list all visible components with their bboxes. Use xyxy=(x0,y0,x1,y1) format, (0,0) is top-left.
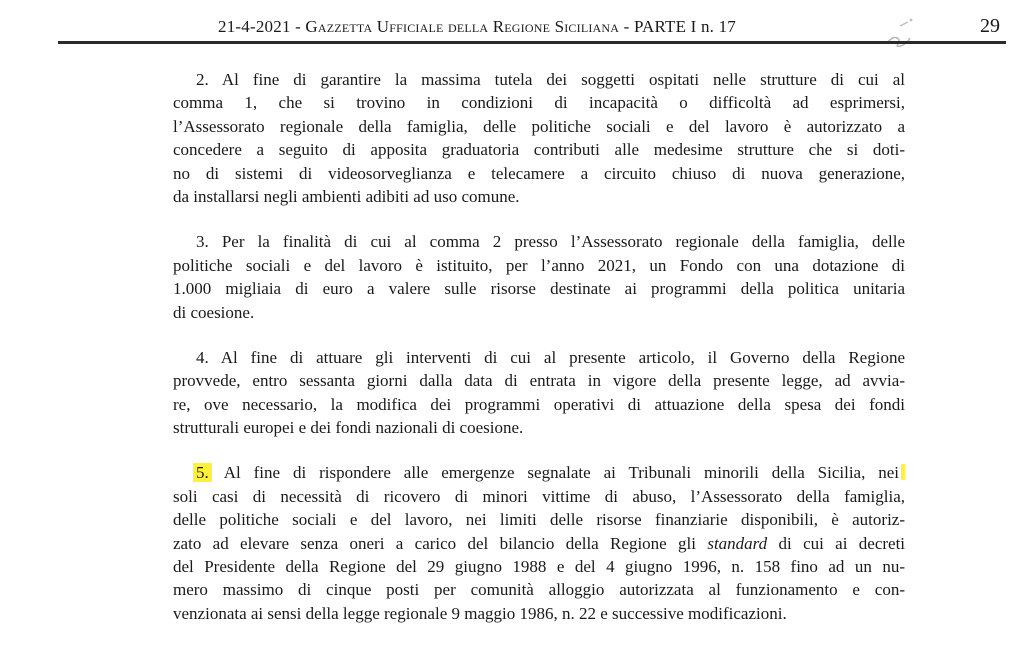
paragraph-line: 5. Al fine di rispondere alle emergenze segnalate ai Tribunali minorili della Sicilia, nei xyxy=(173,461,905,484)
paragraph-line: re, ove necessario, la modifica dei programmi operativi di attuazione della spesa dei fondi xyxy=(173,394,905,414)
paragraph-3 xyxy=(173,230,905,324)
header-part: PARTE I xyxy=(633,17,697,36)
paragraph-line: venzionata ai sensi della legge regionale 9 maggio 1986, n. 22 e successive modificazioni. xyxy=(173,603,787,623)
paragraph-line: 2. Al fine di garantire la massima tutela dei soggetti ospitati nelle strutture di cui al xyxy=(196,70,905,89)
paragraph-line: delle politiche sociali e del lavoro, nei limiti delle risorse finanziarie disponibili, è autoriz- xyxy=(173,510,905,530)
italic-term: standard xyxy=(707,533,768,553)
highlight-mark xyxy=(901,464,905,480)
paragraph-line: mero massimo di cinque posti per comunità alloggio autorizzata al funzionamento e con- xyxy=(173,580,905,600)
paragraph-line: comma 1, che si trovino in condizioni di incapacità o difficoltà ad esprimersi, xyxy=(173,93,905,113)
stamp-mark-icon xyxy=(880,12,920,52)
header-issue: n. 17 xyxy=(700,17,736,36)
page-number: 29 xyxy=(980,15,1000,37)
document-body xyxy=(173,68,905,647)
paragraph-line: concedere a seguito di apposita graduatoria contributi alle medesime strutture che si doti- xyxy=(173,140,905,160)
paragraph-line: 1.000 migliaia di euro a valere sulle risorse destinate ai programmi della politica unitaria xyxy=(173,279,905,299)
paragraph-number: 4. xyxy=(196,347,209,367)
paragraph-number: 2. xyxy=(196,70,209,89)
paragraph-line: 3. Per la finalità di cui al comma 2 presso l’Assessorato regionale della famiglia, delle xyxy=(196,232,906,252)
paragraph-line: soli casi di necessità di ricovero di minori vittime di abuso, l’Assessorato della famiglia, xyxy=(173,486,905,506)
paragraph-line: del Presidente della Regione del 29 giugno 1988 e del 4 giugno 1996, n. 158 fino ad un nu- xyxy=(173,557,905,577)
paragraph-2 xyxy=(173,68,905,208)
header-rule xyxy=(58,41,1006,44)
header-separator: - xyxy=(623,17,630,36)
paragraph-line: di coesione. xyxy=(173,302,255,322)
page-header xyxy=(58,0,1006,46)
paragraph-5 xyxy=(173,461,905,625)
paragraph-line: zato ad elevare senza oneri a carico del bilancio della Regione gli standard di cui ai decreti xyxy=(173,533,906,553)
paragraph-line: no di sistemi di videosorveglianza e telecamere a circuito chiuso di nuova generazione, xyxy=(173,163,905,183)
header-separator: - xyxy=(295,17,301,36)
paragraph-number: 3. xyxy=(196,232,209,252)
paragraph-line: l’Assessorato regionale della famiglia, delle politiche sociali e del lavoro è autorizzato a xyxy=(173,116,905,136)
paragraph-line: politiche sociali e del lavoro è istituito, per l’anno 2021, un Fondo con una dotazione di xyxy=(173,255,905,275)
paragraph-line: strutturali europei e dei fondi nazionali di coesione. xyxy=(173,418,524,438)
header-title xyxy=(58,17,896,37)
paragraph-line: da installarsi negli ambienti adibiti ad uso comune. xyxy=(173,186,520,206)
header-date: 21-4-2021 xyxy=(218,17,291,36)
paragraph-4 xyxy=(173,346,905,440)
paragraph-line: provvede, entro sessanta giorni dalla data di entrata in vigore della presente legge, ad avvia- xyxy=(173,371,905,391)
header-publication: Gazzetta Ufficiale della Regione Siciliana xyxy=(305,17,620,36)
paragraph-line: 4. Al fine di attuare gli interventi di cui al presente articolo, il Governo della Regione xyxy=(196,347,905,367)
highlighted-paragraph-number: 5. xyxy=(193,463,212,482)
